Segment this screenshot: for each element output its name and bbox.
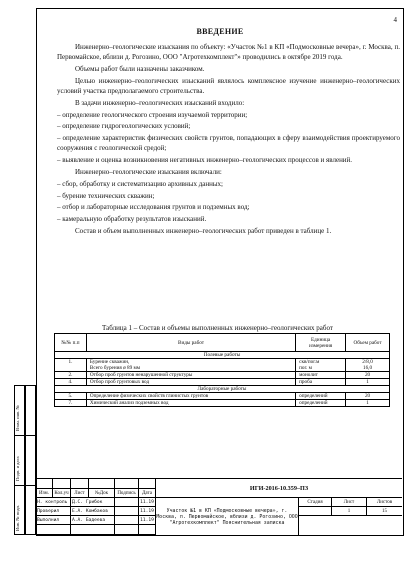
name-control: Д.С. Грибок bbox=[71, 498, 115, 507]
name-checked: Е.А. Комбаков bbox=[71, 507, 115, 516]
document-description: Участок №1 в КП «Подмосковные вечера», г. Москва, п. Первомайское, вблизи д. Рогозино, ООО "Агротехкомплект" Пояснительная записка bbox=[156, 498, 299, 535]
paragraph: В задачи инженерно–геологических изысканий входило: bbox=[75, 98, 245, 107]
paragraph: Состав и объем выполненных инженерно–геологических работ приведен в таблице 1. bbox=[75, 226, 332, 235]
row-work: Отбор проб грунтовых вод bbox=[86, 379, 295, 386]
row-number: 5. bbox=[55, 393, 87, 400]
stamp-header-date: Дата bbox=[139, 489, 156, 498]
row-number: 2. bbox=[55, 372, 87, 379]
sheets-header: Листов bbox=[367, 498, 402, 507]
list-item: – бурение технических скважин; bbox=[57, 191, 155, 200]
row-work: Бурение скважин, Всего бурения ø 89 мм bbox=[86, 359, 295, 372]
section-row bbox=[55, 352, 390, 359]
row-unit: проба bbox=[296, 379, 346, 386]
role-control: Н. контроль bbox=[36, 498, 71, 507]
stamp-header-sheet: Лист bbox=[71, 489, 89, 498]
row-number: 7. bbox=[55, 400, 87, 407]
works-table bbox=[54, 333, 390, 407]
section-row bbox=[55, 386, 390, 393]
table-row bbox=[55, 372, 390, 379]
sheet-header: Лист bbox=[332, 498, 367, 507]
row-work: Химический анализ подземных вод bbox=[86, 400, 295, 407]
name-performed: А.А. Бадеева bbox=[71, 516, 115, 525]
section-heading: ВВЕДЕНИЕ bbox=[196, 27, 244, 36]
list-item: – определение характеристик физических свойств грунтов, попадающих в сферу взаимодействия проектируемого сооружения с геологической средой; bbox=[57, 134, 400, 153]
date-performed: 11.19 bbox=[139, 516, 156, 525]
stamp-header-count: Кол.уч bbox=[53, 489, 71, 498]
row-number: 1. bbox=[55, 359, 87, 372]
side-stamp bbox=[14, 385, 36, 535]
header-volume: Объем работ bbox=[346, 334, 390, 352]
table-caption: Таблица 1 – Состав и объемы выполненных инженерно–геологических работ bbox=[102, 324, 333, 332]
table-header-row bbox=[55, 334, 390, 352]
row-unit: определений bbox=[296, 393, 346, 400]
side-label-inv-original: Инв. № подл. bbox=[15, 504, 20, 531]
header-work: Виды работ bbox=[86, 334, 295, 352]
date-control: 11.19 bbox=[139, 498, 156, 507]
side-label-replaced-inv: Взам. инв. № bbox=[15, 405, 20, 431]
paragraph: Инженерно–геологические изыскания по объекту: «Участок №1 в КП «Подмосковные вечера», г. Москва, п. Первомайское, вблизи д. Рогозино, ООО "Агротехкомплект"» проводились в октябре 2019 года. bbox=[57, 43, 400, 62]
paragraph: Инженерно–геологические изыскания включали: bbox=[75, 167, 222, 176]
stage-value bbox=[299, 507, 332, 516]
row-number: 4. bbox=[55, 379, 87, 386]
list-item: – определение гидрогеологических условий; bbox=[57, 122, 191, 131]
paragraph: Целью инженерно–геологических изысканий являлось комплексное изучение инженерно–геологических условий участка предполагаемого строительства. bbox=[57, 76, 400, 95]
table-row bbox=[55, 400, 390, 407]
title-block bbox=[36, 478, 402, 535]
stage-header: Стадия bbox=[299, 498, 332, 507]
role-performed: Выполнил bbox=[36, 516, 71, 525]
row-volume: 2/8,0 16,0 bbox=[346, 359, 390, 372]
role-checked: Проверил bbox=[36, 507, 71, 516]
list-item: – определение геологического строения изучаемой территории; bbox=[57, 110, 248, 119]
stamp-header-change: Изм. bbox=[36, 489, 53, 498]
row-work: Отбор проб грунтов ненарушенной структуры bbox=[86, 372, 295, 379]
list-item: – сбор, обработку и систематизацию архивных данных; bbox=[57, 179, 223, 188]
row-work: Определение физических свойств глинистых грунтов bbox=[86, 393, 295, 400]
side-label-sign-date: Подп. и дата bbox=[15, 456, 20, 481]
row-unit: монолит bbox=[296, 372, 346, 379]
table-row bbox=[55, 393, 390, 400]
stamp-header-signature: Подпись bbox=[115, 489, 139, 498]
table-row bbox=[55, 379, 390, 386]
row-volume: 1 bbox=[346, 400, 390, 407]
list-item: – камеральную обработку результатов изысканий. bbox=[57, 215, 207, 224]
sheets-value: 15 bbox=[367, 507, 402, 516]
body-text bbox=[57, 42, 400, 238]
list-item: – отбор и лабораторные исследования грунтов и подземных вод; bbox=[57, 203, 250, 212]
row-volume: 1 bbox=[346, 379, 390, 386]
paragraph: Объемы работ были назначены заказчиком. bbox=[75, 65, 205, 73]
header-number: №№ п.п bbox=[55, 334, 87, 352]
section-label: Лабораторные работы bbox=[55, 386, 390, 393]
row-unit: скв/пог.м пог. м bbox=[296, 359, 346, 372]
section-label: Полевые работы bbox=[55, 352, 390, 359]
table-row bbox=[55, 359, 390, 372]
row-volume: 20 bbox=[346, 372, 390, 379]
stamp-header-doc: №Док bbox=[89, 489, 115, 498]
date-checked: 11.19 bbox=[139, 507, 156, 516]
list-item: – выявление и оценка возникновения негативных инженерно–геологических процессов и явлений. bbox=[57, 156, 353, 165]
header-unit: Единица измерения bbox=[296, 334, 346, 352]
row-volume: 20 bbox=[346, 393, 390, 400]
row-unit: определений bbox=[296, 400, 346, 407]
page-number: 4 bbox=[393, 16, 397, 24]
document-code: ИГИ-2016-10.359–ПЗ bbox=[156, 479, 402, 498]
sheet-value: 1 bbox=[332, 507, 367, 516]
